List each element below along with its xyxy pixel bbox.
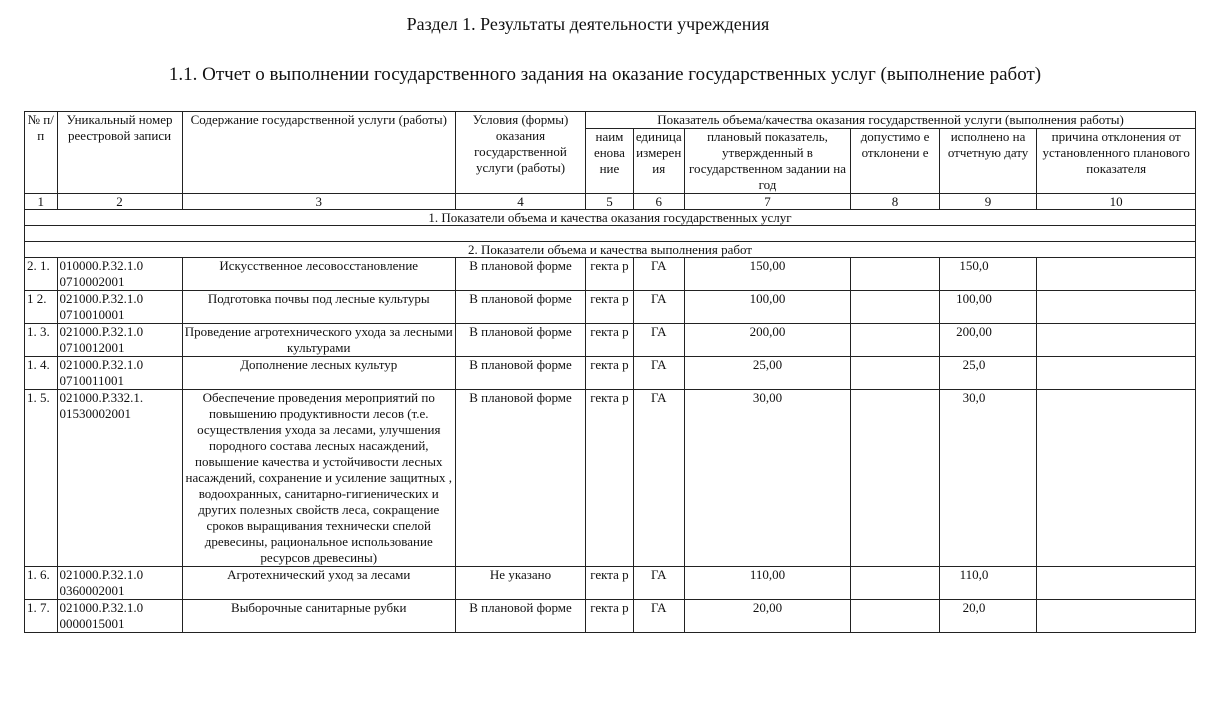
- row-plan: 20,00: [684, 600, 851, 633]
- row-content: Подготовка почвы под лесные культуры: [182, 291, 455, 324]
- report-table: [24, 111, 1196, 633]
- header-unit: единица измерен ия: [633, 129, 684, 194]
- header-name: наим енова ние: [586, 129, 634, 194]
- row-plan: 110,00: [684, 567, 851, 600]
- row-unit: ГА: [633, 600, 684, 633]
- column-number: 3: [182, 194, 455, 210]
- column-number: 7: [684, 194, 851, 210]
- row-reason: [1037, 258, 1196, 291]
- row-fact: 30,0: [939, 390, 1037, 567]
- band-services-row: [25, 210, 1196, 226]
- header-plan: плановый показатель, утвержденный в государственном задании на год: [684, 129, 851, 194]
- column-number: 5: [586, 194, 634, 210]
- row-registry: 010000.Р.32.1.0 0710002001: [57, 258, 182, 291]
- empty-row: [25, 226, 1196, 242]
- row-name: гекта р: [586, 324, 634, 357]
- row-allowed-deviation: [851, 390, 939, 567]
- row-allowed-deviation: [851, 357, 939, 390]
- row-allowed-deviation: [851, 258, 939, 291]
- row-allowed-deviation: [851, 324, 939, 357]
- row-content: Обеспечение проведения мероприятий по повышению продуктивности лесов (т.е. осуществления ухода за лесами, улучшения породного состава лесных насаждений, повышение качества и устойчивости лесных насаждений, сохранение и усиление защитных , водоохранных, санитарно-гигиенических и других полезных свойств леса, сокращение сроков выращивания технически спелой древесины, рациональное использование ресурсов древесины): [182, 390, 455, 567]
- row-registry: 021000.Р.32.1.0 0360002001: [57, 567, 182, 600]
- row-num: 1 2.: [25, 291, 58, 324]
- header-registry: Уникальный номер реестровой записи: [57, 112, 182, 194]
- table-row: [25, 357, 1196, 390]
- band-works-row: [25, 242, 1196, 258]
- row-unit: ГА: [633, 324, 684, 357]
- row-unit: ГА: [633, 390, 684, 567]
- header-reason: причина отклонения от установленного планового показателя: [1037, 129, 1196, 194]
- table-row: [25, 291, 1196, 324]
- row-num: 2. 1.: [25, 258, 58, 291]
- band-services: 1. Показатели объема и качества оказания государственных услуг: [25, 210, 1196, 226]
- row-reason: [1037, 291, 1196, 324]
- row-conditions: В плановой форме: [455, 390, 585, 567]
- empty-cell: [25, 226, 1196, 242]
- row-conditions: В плановой форме: [455, 258, 585, 291]
- header-row-1: [25, 112, 1196, 129]
- row-conditions: Не указано: [455, 567, 585, 600]
- row-conditions: В плановой форме: [455, 357, 585, 390]
- table-row: [25, 567, 1196, 600]
- table-row: [25, 390, 1196, 567]
- row-fact: 200,00: [939, 324, 1037, 357]
- row-content: Выборочные санитарные рубки: [182, 600, 455, 633]
- row-conditions: В плановой форме: [455, 324, 585, 357]
- section-title: Раздел 1. Результаты деятельности учреждения: [406, 14, 770, 34]
- column-number: 9: [939, 194, 1037, 210]
- row-content: Агротехнический уход за лесами: [182, 567, 455, 600]
- row-reason: [1037, 567, 1196, 600]
- row-fact: 110,0: [939, 567, 1037, 600]
- row-num: 1. 4.: [25, 357, 58, 390]
- header-num: № п/ п: [25, 112, 58, 194]
- header-content: Содержание государственной услуги (работы): [182, 112, 455, 194]
- row-unit: ГА: [633, 567, 684, 600]
- row-allowed-deviation: [851, 291, 939, 324]
- row-fact: 20,0: [939, 600, 1037, 633]
- row-reason: [1037, 357, 1196, 390]
- column-number: 6: [633, 194, 684, 210]
- row-plan: 100,00: [684, 291, 851, 324]
- header-indicator-group: Показатель объема/качества оказания государственной услуги (выполнения работы): [586, 112, 1196, 129]
- row-plan: 30,00: [684, 390, 851, 567]
- row-name: гекта р: [586, 291, 634, 324]
- row-unit: ГА: [633, 258, 684, 291]
- row-allowed-deviation: [851, 600, 939, 633]
- row-name: гекта р: [586, 390, 634, 567]
- band-works: 2. Показатели объема и качества выполнения работ: [25, 242, 1196, 258]
- row-reason: [1037, 390, 1196, 567]
- row-content: Проведение агротехнического ухода за лесными культурами: [182, 324, 455, 357]
- column-number: 8: [851, 194, 939, 210]
- header-conditions: Условия (формы) оказания государственной услуги (работы): [455, 112, 585, 194]
- column-number: 2: [57, 194, 182, 210]
- row-name: гекта р: [586, 258, 634, 291]
- row-registry: 021000.Р.32.1.0 0710010001: [57, 291, 182, 324]
- column-number: 1: [25, 194, 58, 210]
- column-number: 10: [1037, 194, 1196, 210]
- row-reason: [1037, 324, 1196, 357]
- row-registry: 021000.Р.32.1.0 0710012001: [57, 324, 182, 357]
- column-number-row: [25, 194, 1196, 210]
- row-content: Дополнение лесных культур: [182, 357, 455, 390]
- table-row: [25, 324, 1196, 357]
- row-unit: ГА: [633, 357, 684, 390]
- table-row: [25, 258, 1196, 291]
- report-title: 1.1. Отчет о выполнении государственного задания на оказание государственных услуг (выполнение работ): [168, 64, 1042, 85]
- row-num: 1. 5.: [25, 390, 58, 567]
- row-num: 1. 6.: [25, 567, 58, 600]
- row-content: Искусственное лесовосстановление: [182, 258, 455, 291]
- row-registry: 021000.Р.32.1.0 0710011001: [57, 357, 182, 390]
- row-num: 1. 3.: [25, 324, 58, 357]
- row-name: гекта р: [586, 357, 634, 390]
- row-conditions: В плановой форме: [455, 600, 585, 633]
- row-reason: [1037, 600, 1196, 633]
- header-allowed-deviation: допустимо е отклонени е: [851, 129, 939, 194]
- row-num: 1. 7.: [25, 600, 58, 633]
- row-plan: 200,00: [684, 324, 851, 357]
- row-fact: 100,00: [939, 291, 1037, 324]
- row-registry: 021000.Р.332.1. 01530002001: [57, 390, 182, 567]
- row-plan: 150,00: [684, 258, 851, 291]
- row-name: гекта р: [586, 600, 634, 633]
- row-unit: ГА: [633, 291, 684, 324]
- column-number: 4: [455, 194, 585, 210]
- row-registry: 021000.Р.32.1.0 0000015001: [57, 600, 182, 633]
- table-row: [25, 600, 1196, 633]
- header-fact: исполнено на отчетную дату: [939, 129, 1037, 194]
- row-fact: 150,0: [939, 258, 1037, 291]
- row-allowed-deviation: [851, 567, 939, 600]
- row-plan: 25,00: [684, 357, 851, 390]
- row-name: гекта р: [586, 567, 634, 600]
- row-fact: 25,0: [939, 357, 1037, 390]
- row-conditions: В плановой форме: [455, 291, 585, 324]
